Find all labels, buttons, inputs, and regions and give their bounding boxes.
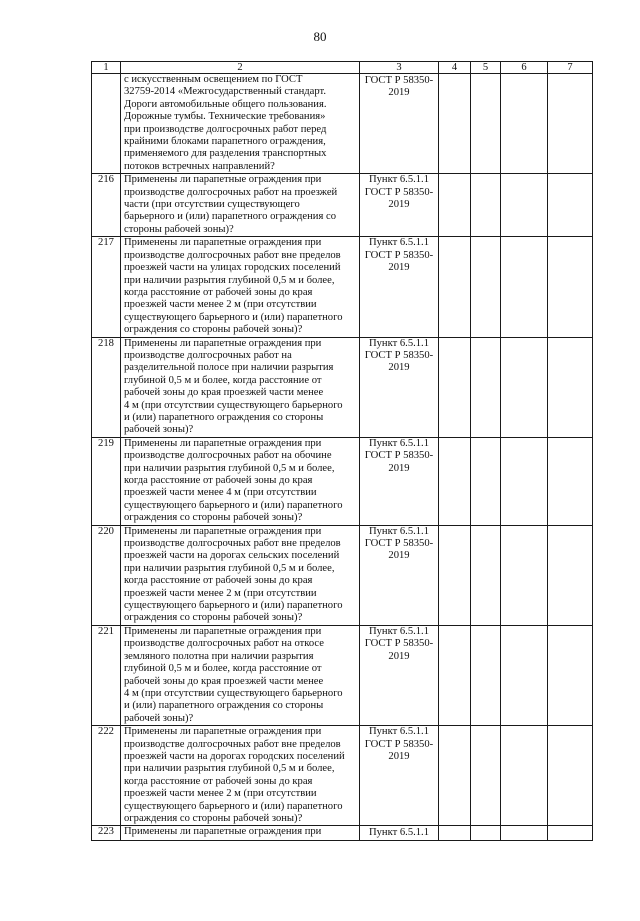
empty-cell	[471, 437, 501, 525]
question-line: 4 м (при отсутствии существующего барьерного	[124, 687, 343, 699]
question-line: рабочей зоны до края проезжей части менее	[124, 387, 324, 399]
empty-cell	[548, 525, 593, 625]
checklist-table	[91, 61, 593, 841]
empty-cell	[501, 74, 548, 174]
column-header: 3	[360, 62, 439, 74]
question-line: глубиной 0,5 м и более, когда расстояние от	[124, 374, 322, 386]
column-header: 1	[92, 62, 121, 74]
empty-cell	[548, 437, 593, 525]
reference-line: ГОСТ Р 58350-	[364, 186, 434, 198]
table-row	[92, 525, 593, 625]
question-line: и (или) парапетного ограждения со стороны	[124, 700, 324, 712]
question-line: проезжей части на дорогах городских поселений	[124, 750, 345, 762]
question-line: ограждения со стороны рабочей зоны)?	[124, 812, 303, 824]
reference-line: 2019	[388, 750, 410, 762]
question-line: ограждения со стороны рабочей зоны)?	[124, 324, 303, 336]
question-line: стороны рабочей зоны)?	[124, 223, 234, 235]
reference-line: Пункт 6.5.1.1	[368, 337, 430, 349]
empty-cell	[548, 237, 593, 337]
question-line: производстве долгосрочных работ на обочине	[124, 450, 332, 462]
empty-cell	[501, 237, 548, 337]
reference-line: ГОСТ Р 58350-	[364, 738, 434, 750]
question-line: когда расстояние от рабочей зоны до края	[124, 286, 313, 298]
question-line: когда расстояние от рабочей зоны до края	[124, 575, 313, 587]
page-number: 80	[313, 29, 327, 44]
empty-cell	[439, 726, 471, 826]
reference-line: ГОСТ Р 58350-	[364, 249, 434, 261]
empty-cell	[439, 525, 471, 625]
question-line: производстве долгосрочных работ вне пределов	[124, 538, 341, 550]
question-line: применяемого для разделения транспортных	[124, 148, 327, 160]
reference-line: 2019	[388, 650, 410, 662]
question-line: ограждения со стороны рабочей зоны)?	[124, 612, 303, 624]
reference-line: 2019	[388, 462, 410, 474]
question-cell	[121, 337, 360, 437]
reference-line: 2019	[388, 87, 410, 99]
reference-line: Пункт 6.5.1.1	[368, 174, 430, 186]
question-line: при производстве долгосрочных работ перед	[124, 123, 327, 135]
table-body	[92, 62, 593, 841]
table-row	[92, 174, 593, 237]
empty-cell	[548, 826, 593, 840]
question-cell	[121, 74, 360, 174]
question-line: 4 м (при отсутствии существующего барьерного	[124, 399, 343, 411]
reference-cell	[360, 74, 439, 174]
table-row	[92, 337, 593, 437]
question-line: рабочей зоны)?	[124, 712, 194, 724]
column-header: 6	[501, 62, 548, 74]
empty-cell	[439, 625, 471, 725]
question-line: Применены ли парапетные ограждения при	[124, 237, 322, 249]
reference-cell	[360, 525, 439, 625]
question-line: производстве долгосрочных работ вне пределов	[124, 249, 341, 261]
question-line: производстве долгосрочных работ на	[124, 349, 292, 361]
empty-cell	[471, 826, 501, 840]
question-line: производстве долгосрочных работ вне пределов	[124, 738, 341, 750]
question-line: крайними блоками парапетного ограждения,	[124, 136, 326, 148]
question-line: барьерного и (или) парапетного ограждения со	[124, 211, 336, 223]
row-number: 219	[92, 437, 121, 525]
question-cell	[121, 625, 360, 725]
empty-cell	[548, 74, 593, 174]
reference-cell	[360, 826, 439, 840]
question-line: при наличии разрытия глубиной 0,5 м и более,	[124, 274, 335, 286]
question-line: проезжей части менее 2 м (при отсутствии	[124, 299, 317, 311]
reference-cell	[360, 174, 439, 237]
row-number	[92, 74, 121, 174]
question-line: производстве долгосрочных работ на проезжей	[124, 186, 338, 198]
question-cell	[121, 437, 360, 525]
question-line: когда расстояние от рабочей зоны до края	[124, 775, 313, 787]
empty-cell	[548, 625, 593, 725]
reference-line: ГОСТ Р 58350-	[364, 75, 434, 86]
reference-line: Пункт 6.5.1.1	[368, 827, 430, 839]
column-header: 7	[548, 62, 593, 74]
empty-cell	[501, 726, 548, 826]
reference-line: Пункт 6.5.1.1	[368, 525, 430, 537]
question-line: и (или) парапетного ограждения со стороны	[124, 411, 324, 423]
table-row	[92, 826, 593, 840]
table-row	[92, 625, 593, 725]
empty-cell	[501, 337, 548, 437]
empty-cell	[501, 826, 548, 840]
row-number: 218	[92, 337, 121, 437]
question-line: существующего барьерного и (или) парапетного	[124, 311, 343, 323]
empty-cell	[548, 726, 593, 826]
question-line: когда расстояние от рабочей зоны до края	[124, 475, 313, 486]
table-row	[92, 237, 593, 337]
question-line: Применены ли парапетные ограждения при	[124, 437, 322, 449]
empty-cell	[439, 174, 471, 237]
question-line: Применены ли парапетные ограждения при	[124, 174, 322, 186]
question-cell	[121, 826, 360, 840]
empty-cell	[439, 74, 471, 174]
question-line: Дорожные тумбы. Технические требования»	[124, 111, 326, 123]
row-number: 220	[92, 525, 121, 625]
table-row	[92, 726, 593, 826]
question-line: Применены ли парапетные ограждения при	[124, 337, 322, 349]
question-cell	[121, 726, 360, 826]
empty-cell	[471, 174, 501, 237]
header-row	[92, 62, 593, 74]
question-line: Применены ли парапетные ограждения при	[124, 625, 322, 637]
row-number: 216	[92, 174, 121, 237]
question-line: земляного полотна при наличии разрытия	[124, 650, 314, 662]
reference-cell	[360, 437, 439, 525]
empty-cell	[501, 437, 548, 525]
table-row	[92, 437, 593, 525]
question-line: проезжей части на улицах городских поселений	[124, 262, 341, 274]
empty-cell	[501, 174, 548, 237]
question-line: ограждения со стороны рабочей зоны)?	[124, 512, 303, 524]
question-line: существующего барьерного и (или) парапетного	[124, 499, 343, 511]
question-line: с искусственным освещением по ГОСТ	[124, 74, 303, 85]
question-line: проезжей части менее 2 м (при отсутствии	[124, 587, 317, 599]
reference-line: Пункт 6.5.1.1	[368, 237, 430, 249]
reference-line: 2019	[388, 199, 410, 211]
empty-cell	[439, 337, 471, 437]
question-line: при наличии разрытия глубиной 0,5 м и более,	[124, 562, 335, 574]
column-header: 4	[439, 62, 471, 74]
empty-cell	[471, 726, 501, 826]
question-line: Применены ли парапетные ограждения при	[124, 525, 322, 537]
reference-cell	[360, 625, 439, 725]
row-number: 223	[92, 826, 121, 840]
reference-line: Пункт 6.5.1.1	[368, 625, 430, 637]
empty-cell	[501, 625, 548, 725]
question-line: при наличии разрытия глубиной 0,5 м и более,	[124, 763, 335, 775]
empty-cell	[439, 437, 471, 525]
empty-cell	[471, 625, 501, 725]
empty-cell	[471, 525, 501, 625]
question-line: Дороги автомобильные общего пользования.	[124, 98, 327, 110]
row-number: 217	[92, 237, 121, 337]
reference-line: ГОСТ Р 58350-	[364, 450, 434, 462]
row-number: 221	[92, 625, 121, 725]
column-header: 2	[121, 62, 360, 74]
question-line: Применены ли парапетные ограждения при	[124, 726, 322, 738]
question-line: проезжей части менее 2 м (при отсутствии	[124, 788, 317, 800]
empty-cell	[501, 525, 548, 625]
reference-cell	[360, 726, 439, 826]
question-line: разделительной полосе при наличии разрытия	[124, 362, 334, 374]
question-line: рабочей зоны до края проезжей части менее	[124, 675, 324, 687]
question-line: рабочей зоны)?	[124, 424, 194, 436]
empty-cell	[471, 237, 501, 337]
reference-line: 2019	[388, 550, 410, 562]
reference-line: ГОСТ Р 58350-	[364, 349, 434, 361]
question-line: существующего барьерного и (или) парапетного	[124, 600, 343, 612]
question-cell	[121, 174, 360, 237]
question-line: проезжей части на дорогах сельских поселений	[124, 550, 340, 562]
reference-line: 2019	[388, 262, 410, 274]
question-line: части (при отсутствии существующего	[124, 199, 300, 211]
question-line: проезжей части менее 4 м (при отсутствии	[124, 487, 317, 499]
question-line: существующего барьерного и (или) парапетного	[124, 800, 343, 812]
empty-cell	[439, 826, 471, 840]
reference-line: Пункт 6.5.1.1	[368, 437, 430, 449]
row-number: 222	[92, 726, 121, 826]
reference-cell	[360, 237, 439, 337]
table-row	[92, 74, 593, 174]
question-cell	[121, 237, 360, 337]
empty-cell	[471, 74, 501, 174]
question-line: при наличии разрытия глубиной 0,5 м и более,	[124, 462, 335, 474]
reference-line: Пункт 6.5.1.1	[368, 726, 430, 738]
reference-line: ГОСТ Р 58350-	[364, 638, 434, 650]
reference-line: ГОСТ Р 58350-	[364, 538, 434, 550]
question-cell	[121, 525, 360, 625]
question-line: потоков встречных направлений?	[124, 160, 275, 172]
empty-cell	[548, 174, 593, 237]
reference-cell	[360, 337, 439, 437]
column-header: 5	[471, 62, 501, 74]
empty-cell	[548, 337, 593, 437]
empty-cell	[471, 337, 501, 437]
question-line: 32759-2014 «Межгосударственный стандарт.	[124, 86, 326, 98]
question-line: Применены ли парапетные ограждения при	[124, 826, 322, 838]
question-line: производстве долгосрочных работ на откосе	[124, 638, 324, 650]
empty-cell	[439, 237, 471, 337]
reference-line: 2019	[388, 362, 410, 374]
question-line: глубиной 0,5 м и более, когда расстояние от	[124, 663, 322, 675]
